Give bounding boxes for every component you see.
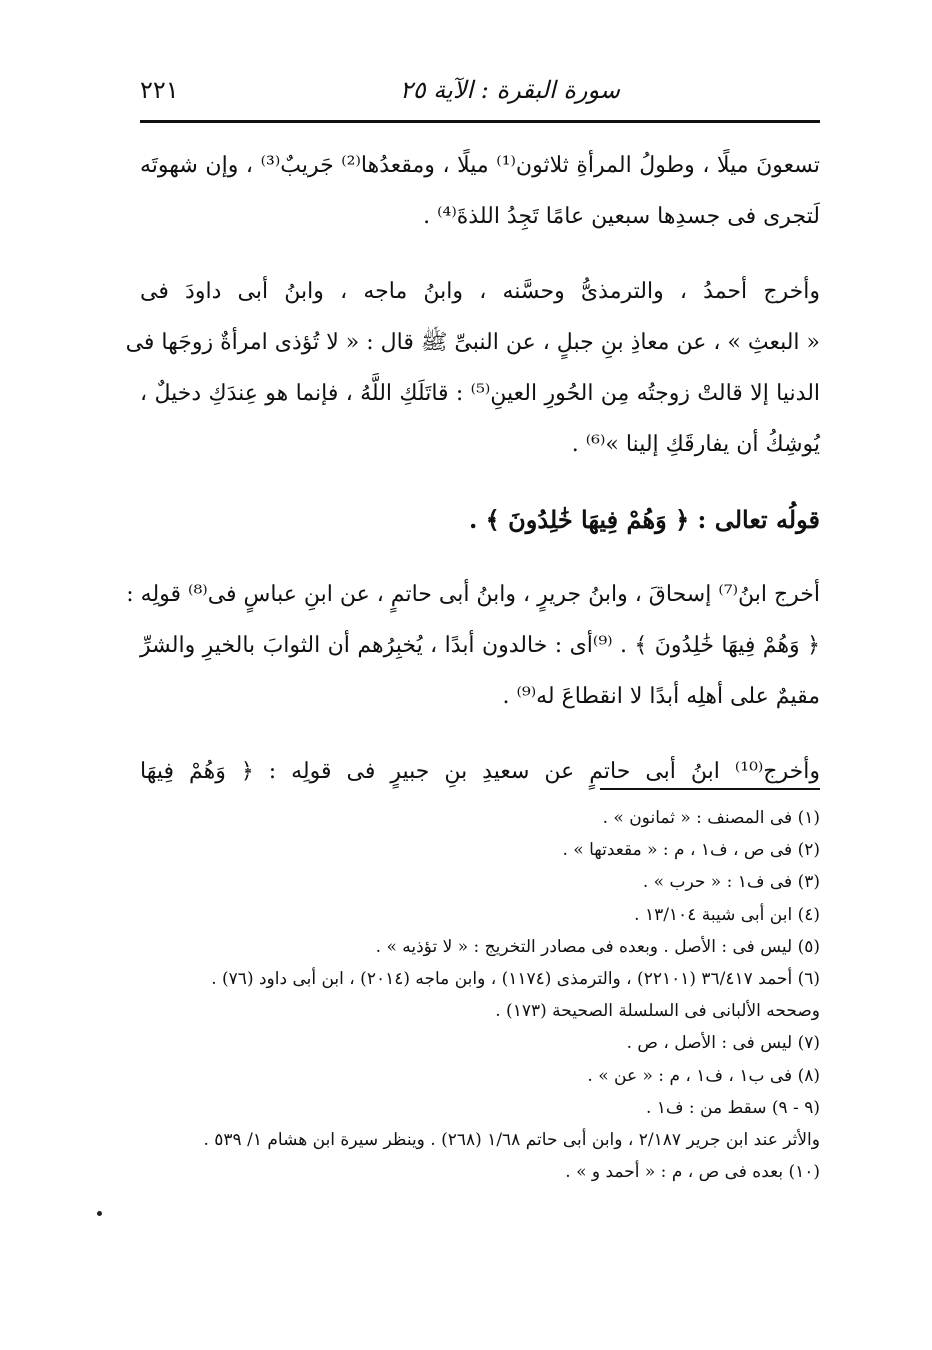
footnote-4: (٤) ابن أبى شيبة ١٣/١٠٤ . <box>634 904 820 925</box>
stray-mark <box>97 1211 102 1216</box>
footnote-5: (٥) ليس فى : الأصل . وبعده فى مصادر التخريج : « لا تؤذيه » . <box>375 936 820 957</box>
paragraph-gap <box>140 722 820 746</box>
paragraph-gap <box>140 242 820 266</box>
text-line-5: الدنيا إلا قالتْ زوجتُه مِن الحُورِ العينِ⁽⁵⁾ : قاتَلَكِ اللَّهُ ، فإنما هو عِندَكِ دخيلٌ ، <box>140 381 821 406</box>
footnote-8: (٨) فى ب١ ، ف١ ، م : « عن » . <box>587 1065 820 1086</box>
text-line-2: لَتجرى فى جسدِها سبعين عامًا تَجِدُ اللذةَ⁽⁴⁾ . <box>423 204 820 229</box>
text-line-8: أخرج ابنُ⁽⁷⁾ إسحاقَ ، وابنُ جريرٍ ، وابنُ أبى حاتمٍ ، عن ابنِ عباسٍ فى⁽⁸⁾ قولِه : <box>126 582 820 607</box>
text-line-4: « البعثِ » ، عن معاذِ بنِ جبلٍ ، عن النبىِّ ﷺ قال : « لا تُؤذى امرأةٌ زوجَها فى <box>125 330 820 355</box>
text-line-9: ﴿ وَهُمْ فِيهَا خَٰلِدُونَ ﴾ . ⁽⁹⁾أى : خالدون أبدًا ، يُخبِرُهم أن الثوابَ بالخيرِ والشرِّ <box>140 633 820 658</box>
page-header <box>140 70 820 118</box>
paragraph-gap <box>140 470 820 494</box>
footnotes <box>140 802 820 1188</box>
footnote-1: (١) فى المصنف : « ثمانون » . <box>602 808 820 828</box>
page-number: ٢٢١ <box>140 76 179 104</box>
footnote-6-continued: وصححه الألبانى فى السلسلة الصحيحة (١٧٣) . <box>495 1001 820 1022</box>
footnote-9: (٩ - ٩) سقط من : ف١ . <box>645 1097 820 1118</box>
running-title: سورة البقرة : الآية ٢٥ <box>399 76 620 104</box>
footnote-6: (٦) أحمد ٣٦/٤١٧ (٢٢١٠١) ، والترمذى (١١٧٤) ، وابن ماجه (٢٠١٤) ، ابن أبى داود (٧٦) . <box>211 969 820 990</box>
text-line-11: وأخرج⁽¹⁰⁾ ابنُ أبى حاتمٍ عن سعيدِ بنِ جبيرٍ فى قولِه : ﴿ وَهُمْ فِيهَا <box>140 759 820 784</box>
verse-heading: قولُه تعالى : ﴿ وَهُمْ فِيهَا خَٰلِدُونَ ﴾ . <box>468 505 820 534</box>
text-line-6: يُوشِكُ أن يفارقَكِ إلينا »⁽⁶⁾ . <box>571 432 820 457</box>
main-text <box>125 140 821 797</box>
footnote-3: (٣) فى ف١ : « حرب » . <box>642 872 820 893</box>
footnote-10: (١٠) بعده فى ص ، م : « أحمد و » . <box>565 1162 820 1183</box>
footnote-9-continued: والأثر عند ابن جرير ٢/١٨٧ ، وابن أبى حاتم ١/٦٨ (٢٦٨) . وينظر سيرة ابن هشام ١/ ٥٣٩ . <box>203 1130 820 1151</box>
text-line-1: تسعونَ ميلًا ، وطولُ المرأةِ ثلاثون⁽¹⁾ ميلًا ، ومقعدُها⁽²⁾ جَريبٌ⁽³⁾ ، وإن شهوتَه <box>140 153 821 178</box>
header-rule <box>140 120 820 123</box>
text-line-10: مقيمٌ على أهلِه أبدًا لا انقطاعَ له⁽⁹⁾ . <box>502 684 820 709</box>
paragraph-gap <box>140 545 820 569</box>
footnote-7: (٧) ليس فى : الأصل ، ص . <box>626 1033 820 1054</box>
text-line-3: وأخرج أحمدُ ، والترمذىُّ وحسَّنه ، وابنُ ماجه ، وابنُ أبى داودَ فى <box>140 279 820 304</box>
footnote-rule <box>600 788 820 790</box>
footnote-2: (٢) فى ص ، ف١ ، م : « مقعدتها » . <box>562 840 820 861</box>
